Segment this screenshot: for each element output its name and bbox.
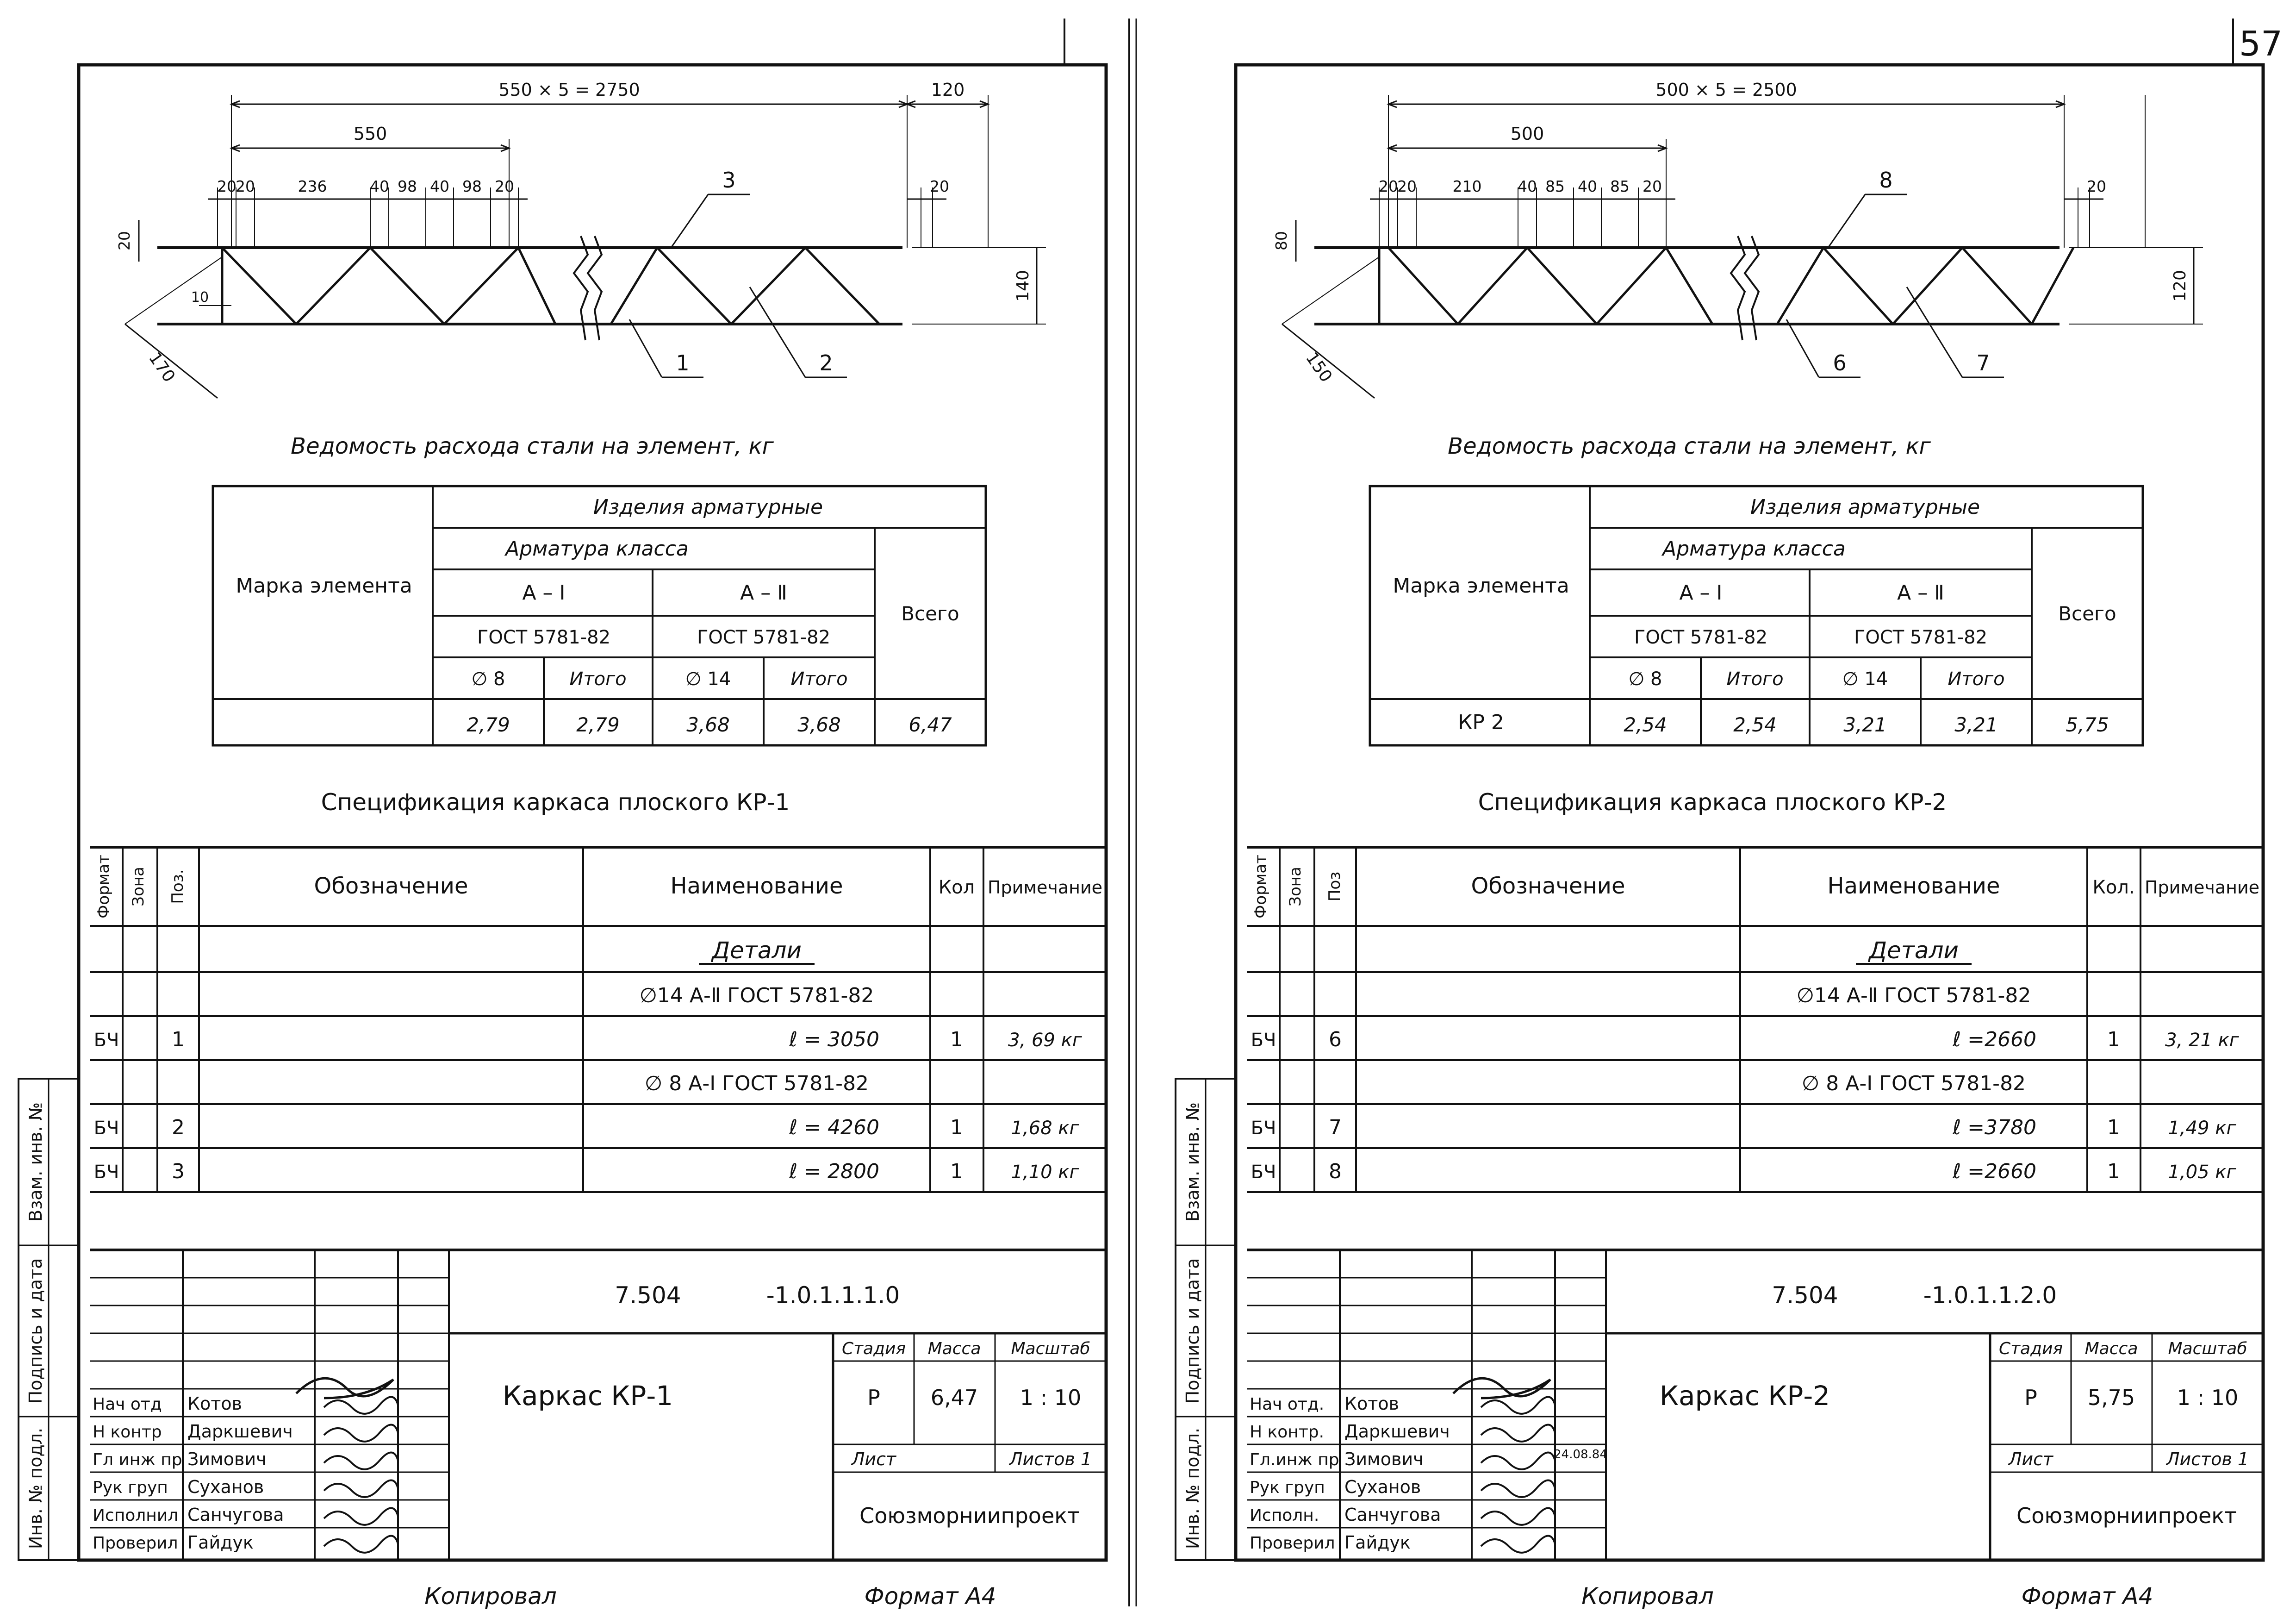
row-value: 3,68 <box>686 713 730 736</box>
row-length: ℓ = 2800 <box>789 1160 879 1183</box>
dimension-line <box>1282 324 1375 398</box>
dim-row-value: 40 <box>1518 177 1537 195</box>
signature <box>324 1508 398 1525</box>
position-bottom: 1 <box>676 350 690 375</box>
leader-line <box>1786 319 1819 377</box>
person-name: Санчугова <box>187 1505 284 1525</box>
row-format: БЧ <box>93 1118 119 1139</box>
drawing-title: Каркас КР-1 <box>502 1380 673 1412</box>
row-length: ℓ =2660 <box>1952 1160 2036 1183</box>
dim-row-value: 85 <box>1610 177 1630 195</box>
web-bar <box>1777 248 1823 324</box>
row-value: 2,54 <box>1733 713 1777 736</box>
role-label: Исполн. <box>1250 1506 1319 1525</box>
head-format: Формат <box>94 855 113 918</box>
drawing-title: Каркас КР-2 <box>1659 1380 1830 1412</box>
web-bar <box>2032 248 2073 324</box>
stage-header: Стадия <box>1998 1339 2063 1358</box>
row-length: ℓ = 4260 <box>789 1116 879 1139</box>
head-note: Примечание <box>2144 877 2260 898</box>
person-name: Котов <box>187 1393 243 1414</box>
row-qty: 1 <box>950 1028 963 1051</box>
position-bottom: 6 <box>1833 350 1847 375</box>
steel-table <box>1370 433 2143 745</box>
sheets-header: Листов 1 <box>1009 1449 1092 1469</box>
extension-line <box>1282 257 1379 324</box>
spec-table <box>1247 789 2263 1192</box>
row-value: 3,21 <box>1843 713 1887 736</box>
dim-row-value: 98 <box>398 177 417 195</box>
doc-code-suffix: -1.0.1.1.2.0 <box>1923 1282 2057 1309</box>
group-a2: ∅14 А-Ⅱ ГОСТ 5781-82 <box>1796 984 2031 1007</box>
dim-row-value: 20 <box>1379 177 1398 195</box>
dim-row-value: 20 <box>217 177 236 195</box>
dim-row-value: 20 <box>236 177 255 195</box>
footer-copied: Копировал <box>424 1583 557 1610</box>
side-inventory-label: Инв. № подл. <box>25 1427 46 1549</box>
sign-date: 24.08.84 <box>1554 1448 1607 1462</box>
section-details: Детали <box>1868 937 1959 964</box>
signature <box>1481 1508 1555 1525</box>
row-qty: 1 <box>950 1160 963 1183</box>
col-rebar-class: Арматура класса <box>505 537 689 561</box>
role-label: Нач отд <box>93 1395 162 1414</box>
web-bar <box>1458 248 1527 324</box>
dim-left-top: 80 <box>1272 231 1290 250</box>
web-bar <box>444 248 518 324</box>
row-value: 3,68 <box>797 713 841 736</box>
leader-line <box>671 194 708 248</box>
mass-header: Масса <box>927 1339 981 1358</box>
frame-drawing <box>115 80 1046 398</box>
row-qty: 1 <box>950 1116 963 1139</box>
stage-header: Стадия <box>841 1339 906 1358</box>
organization: Союзморниипроект <box>859 1503 1080 1528</box>
side-sign-date-label: Подпись и дата <box>25 1258 46 1404</box>
head-note: Примечание <box>987 877 1103 898</box>
head-name: Наименование <box>670 873 843 899</box>
col-total: Всего <box>2058 602 2116 625</box>
signature <box>324 1480 398 1497</box>
web-bar <box>731 248 805 324</box>
row-value: 2,79 <box>576 713 620 736</box>
sum-a1: Итого <box>1726 668 1784 690</box>
signature <box>1481 1536 1555 1553</box>
row-format: БЧ <box>1251 1118 1276 1139</box>
web-bar <box>611 248 657 324</box>
spec-table <box>90 789 1106 1192</box>
col-products: Изделия арматурные <box>593 495 823 519</box>
col-mark: Марка элемента <box>1393 574 1569 598</box>
row-pos: 3 <box>172 1160 185 1183</box>
dim-total: 500 × 5 = 2500 <box>1655 80 1797 100</box>
position-web: 2 <box>819 350 833 375</box>
scale-header: Масштаб <box>1011 1339 1090 1358</box>
web-bar <box>222 248 296 324</box>
dim-diagonal: 170 <box>144 349 179 386</box>
row-value: 2,54 <box>1624 713 1667 736</box>
stage-value: Р <box>867 1385 880 1410</box>
signature <box>324 1536 398 1553</box>
doc-code: 7.504 <box>615 1282 681 1309</box>
row-qty: 1 <box>2107 1116 2120 1139</box>
sum-a2: Итого <box>790 668 848 690</box>
role-label: Исполнил <box>93 1506 179 1525</box>
dia-a2: ∅ 14 <box>685 668 731 690</box>
class-a2: А – Ⅱ <box>740 581 787 605</box>
head-zone: Зона <box>129 867 148 906</box>
head-pos: Поз. <box>168 869 187 904</box>
role-label: Нач отд. <box>1250 1395 1325 1414</box>
dim-row-value: 40 <box>370 177 389 195</box>
dim-row-value: 210 <box>1452 177 1482 195</box>
row-note: 3, 69 кг <box>1008 1030 1082 1051</box>
web-bar <box>1893 248 1962 324</box>
row-mark: КР 2 <box>1458 711 1504 734</box>
web-bar <box>370 248 444 324</box>
sum-a1: Итого <box>569 668 627 690</box>
sum-a2: Итого <box>1948 668 2005 690</box>
dim-diagonal: 150 <box>1301 349 1336 386</box>
dim-row-value: 20 <box>1397 177 1417 195</box>
row-pos: 2 <box>172 1116 185 1139</box>
row-format: БЧ <box>1251 1030 1276 1051</box>
signature <box>324 1453 398 1469</box>
col-total: Всего <box>901 602 959 625</box>
web-bar <box>518 248 555 324</box>
dia-a2: ∅ 14 <box>1842 668 1888 690</box>
dim-right: 20 <box>2087 177 2106 195</box>
role-label: Н контр. <box>1250 1423 1325 1442</box>
mass-value: 5,75 <box>2087 1385 2135 1410</box>
person-name: Гайдук <box>1344 1532 1411 1553</box>
person-name: Суханов <box>1344 1477 1421 1497</box>
role-label: Проверил <box>1250 1534 1335 1553</box>
dia-a1: ∅ 8 <box>471 668 505 690</box>
web-bar <box>1388 248 1458 324</box>
dim-row-value: 40 <box>1578 177 1597 195</box>
head-designation: Обозначение <box>1471 873 1625 899</box>
position-top: 3 <box>722 168 736 193</box>
person-name: Зимович <box>1344 1449 1424 1469</box>
person-name: Даркшевич <box>187 1421 293 1442</box>
person-name: Санчугова <box>1344 1505 1441 1525</box>
person-name: Гайдук <box>187 1532 254 1553</box>
organization: Союзморниипроект <box>2016 1503 2237 1528</box>
side-inventory-label: Инв. № подл. <box>1182 1427 1203 1549</box>
steel-caption: Ведомость расхода стали на элемент, кг <box>1448 433 1931 459</box>
row-format: БЧ <box>93 1162 119 1183</box>
dim-height: 140 <box>1014 270 1033 302</box>
web-bar <box>1597 248 1666 324</box>
side-replace-label: Взам. инв. № <box>25 1102 46 1222</box>
row-total: 6,47 <box>908 713 952 736</box>
class-a1: А – Ⅰ <box>1679 581 1723 605</box>
leader-line <box>750 287 805 377</box>
row-length: ℓ =3780 <box>1952 1116 2036 1139</box>
page-number: 57 <box>2239 24 2283 64</box>
position-top: 8 <box>1879 168 1893 193</box>
signature <box>1481 1397 1555 1414</box>
row-format: БЧ <box>93 1030 119 1051</box>
row-length: ℓ = 3050 <box>789 1028 879 1051</box>
web-bar <box>1666 248 1712 324</box>
doc-code: 7.504 <box>1772 1282 1838 1309</box>
person-name: Котов <box>1344 1393 1400 1414</box>
person-name: Даркшевич <box>1344 1421 1450 1442</box>
scale-header: Масштаб <box>2168 1339 2247 1358</box>
web-bar <box>296 248 370 324</box>
row-note: 1,49 кг <box>2168 1118 2236 1139</box>
dim-row-value: 98 <box>462 177 482 195</box>
gost-a1: ГОСТ 5781-82 <box>1634 627 1768 648</box>
gost-a1: ГОСТ 5781-82 <box>477 627 611 648</box>
web-bar <box>1823 248 1893 324</box>
steel-caption: Ведомость расхода стали на элемент, кг <box>291 433 774 459</box>
footer-copied: Копировал <box>1581 1583 1714 1610</box>
web-bar <box>657 248 731 324</box>
person-name: Зимович <box>187 1449 267 1469</box>
row-qty: 1 <box>2107 1028 2120 1051</box>
row-note: 3, 21 кг <box>2165 1030 2239 1051</box>
leader-line <box>1828 194 1865 248</box>
stage-value: Р <box>2024 1385 2037 1410</box>
role-label: Проверил <box>93 1534 178 1553</box>
row-pos: 8 <box>1329 1160 1342 1183</box>
side-replace-label: Взам. инв. № <box>1182 1102 1203 1222</box>
head-zone: Зона <box>1286 867 1305 906</box>
title-block <box>1247 1250 2263 1560</box>
title-block <box>90 1250 1106 1560</box>
sheet-header: Лист <box>2008 1449 2053 1469</box>
role-label: Н контр <box>93 1423 162 1442</box>
dim-right: 20 <box>930 177 949 195</box>
col-mark: Марка элемента <box>236 574 412 598</box>
dim-panel: 550 <box>353 124 387 144</box>
head-pos: Поз <box>1325 871 1344 902</box>
mass-value: 6,47 <box>930 1385 978 1410</box>
dim-row-value: 20 <box>495 177 514 195</box>
sheet-header: Лист <box>851 1449 896 1469</box>
leader-line <box>1907 287 1962 377</box>
dim-row-value: 40 <box>430 177 449 195</box>
role-label: Рук груп <box>1250 1478 1325 1497</box>
web-bar <box>1962 248 2032 324</box>
group-a1: ∅ 8 А-Ⅰ ГОСТ 5781-82 <box>1801 1072 2026 1095</box>
signature <box>324 1425 398 1442</box>
dim-height: 120 <box>2171 270 2190 302</box>
steel-table <box>213 433 986 745</box>
dim-row-value: 20 <box>1643 177 1662 195</box>
row-length: ℓ =2660 <box>1952 1028 2036 1051</box>
dia-a1: ∅ 8 <box>1628 668 1662 690</box>
side-strip <box>19 1079 79 1560</box>
signature <box>324 1397 398 1414</box>
dim-panel: 500 <box>1510 124 1544 144</box>
spec-caption: Спецификация каркаса плоского КР-1 <box>321 789 790 816</box>
row-total: 5,75 <box>2066 713 2109 736</box>
group-a1: ∅ 8 А-Ⅰ ГОСТ 5781-82 <box>644 1072 869 1095</box>
class-a2: А – Ⅱ <box>1897 581 1944 605</box>
dim-row-value: 236 <box>298 177 327 195</box>
dim-total: 550 × 5 = 2750 <box>498 80 640 100</box>
frame-drawing <box>1272 80 2203 398</box>
role-label: Гл.инж пр <box>1250 1450 1339 1469</box>
role-label: Рук груп <box>93 1478 168 1497</box>
role-label: Гл инж пр <box>93 1450 182 1469</box>
dim-left-top: 20 <box>115 231 133 250</box>
dimension-line <box>125 324 218 398</box>
row-pos: 7 <box>1329 1116 1342 1139</box>
scale-value: 1 : 10 <box>1020 1385 1082 1410</box>
footer-format: Формат А4 <box>2021 1583 2153 1610</box>
web-bar <box>1527 248 1597 324</box>
head-name: Наименование <box>1827 873 2000 899</box>
footer-format: Формат А4 <box>864 1583 996 1610</box>
row-format: БЧ <box>1251 1162 1276 1183</box>
dim-row-value: 85 <box>1545 177 1565 195</box>
leader-line <box>629 319 662 377</box>
class-a1: А – Ⅰ <box>522 581 566 605</box>
col-products: Изделия арматурные <box>1750 495 1980 519</box>
dim-end: 120 <box>931 80 965 100</box>
web-bar <box>805 248 879 324</box>
position-web: 7 <box>1976 350 1990 375</box>
head-designation: Обозначение <box>314 873 468 899</box>
dim-left-bottom: 10 <box>191 289 209 306</box>
mass-header: Масса <box>2084 1339 2138 1358</box>
head-format: Формат <box>1251 855 1270 918</box>
gost-a2: ГОСТ 5781-82 <box>697 627 831 648</box>
group-a2: ∅14 А-Ⅱ ГОСТ 5781-82 <box>639 984 874 1007</box>
sheet-kr2 <box>1176 65 2263 1610</box>
section-details: Детали <box>711 937 802 964</box>
side-strip <box>1176 1079 1236 1560</box>
side-sign-date-label: Подпись и дата <box>1182 1258 1203 1404</box>
row-note: 1,68 кг <box>1011 1118 1079 1139</box>
signature <box>1481 1425 1555 1442</box>
head-qty: Кол <box>938 877 975 898</box>
sheet-kr1 <box>19 65 1106 1610</box>
row-qty: 1 <box>2107 1160 2120 1183</box>
row-value: 3,21 <box>1954 713 1998 736</box>
col-rebar-class: Арматура класса <box>1662 537 1846 561</box>
gost-a2: ГОСТ 5781-82 <box>1854 627 1988 648</box>
doc-code-suffix: -1.0.1.1.1.0 <box>766 1282 900 1309</box>
row-value: 2,79 <box>467 713 510 736</box>
spec-caption: Спецификация каркаса плоского КР-2 <box>1478 789 1947 816</box>
head-qty: Кол. <box>2092 877 2135 898</box>
row-note: 1,10 кг <box>1011 1162 1079 1183</box>
signature <box>1481 1480 1555 1497</box>
signature <box>1481 1453 1555 1469</box>
row-pos: 6 <box>1329 1028 1342 1051</box>
sheets-header: Листов 1 <box>2166 1449 2249 1469</box>
person-name: Суханов <box>187 1477 264 1497</box>
row-note: 1,05 кг <box>2168 1162 2236 1183</box>
row-pos: 1 <box>172 1028 185 1051</box>
scale-value: 1 : 10 <box>2177 1385 2239 1410</box>
